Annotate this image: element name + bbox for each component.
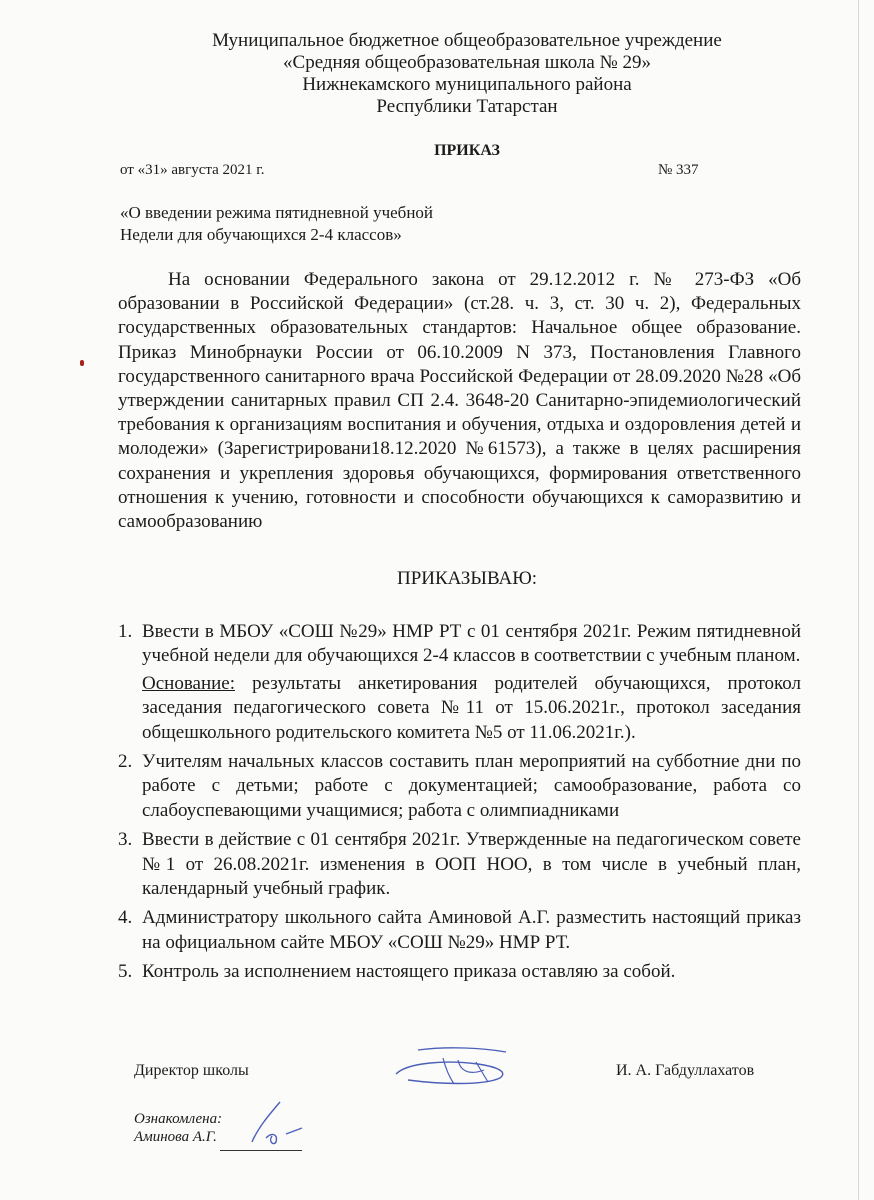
director-label: Директор школы xyxy=(134,1062,249,1079)
item-text: Администратору школьного сайта Аминовой А.Г. разместить настоящий приказ на официальном сайте МБОУ «СОШ №29» НМР РТ. xyxy=(142,907,801,953)
subject-line: Недели для обучающихся 2-4 классов» xyxy=(120,225,402,244)
order-subject xyxy=(120,202,433,246)
school-header xyxy=(0,30,874,118)
ack-name: Аминова А.Г. xyxy=(134,1129,217,1145)
item-number: 2. xyxy=(118,751,133,773)
list-item xyxy=(118,620,801,745)
header-line: Муниципальное бюджетное общеобразовательное учреждение xyxy=(212,30,722,51)
acknowledgement xyxy=(134,1110,222,1146)
header-line: «Средняя общеобразовательная школа № 29» xyxy=(283,52,651,73)
director-signature-graphic xyxy=(388,1040,518,1090)
item-text: Учителям начальных классов составить план мероприятий на субботние дни по работе с детьми; работе с документацией; самообразование, работа со слабоуспевающими учащимися; работа с олимпиадниками xyxy=(142,751,801,821)
item-text: Ввести в МБОУ «СОШ №29» НМР РТ с 01 сентября 2021г. Режим пятидневной учебной недели для обучающихся 2-4 классов в соответствии с учебным планом. xyxy=(142,621,801,667)
order-title: ПРИКАЗ xyxy=(434,142,500,159)
director-name: И. А. Габдуллахатов xyxy=(616,1062,755,1079)
item-number: 5. xyxy=(118,961,133,983)
basis-text: результаты анкетирования родителей обучающихся, протокол заседания педагогического совета №11 от 15.06.2021г., протокол заседания общешкольного родительского комитета №5 от 11.06.2021г.). xyxy=(142,672,801,743)
list-item xyxy=(118,906,801,955)
subject-line: «О введении режима пятидневной учебной xyxy=(120,203,434,222)
red-ink-mark xyxy=(80,360,84,366)
order-date: от «31» августа 2021 г. xyxy=(120,162,265,178)
ack-label: Ознакомлена: xyxy=(134,1111,223,1127)
scan-edge-line xyxy=(858,0,859,1200)
basis-label: Основание: xyxy=(142,672,236,694)
list-item xyxy=(118,828,801,901)
ack-signature-graphic xyxy=(242,1098,312,1148)
list-item xyxy=(118,960,801,984)
order-items-list xyxy=(118,620,801,990)
item-number: 4. xyxy=(118,907,133,929)
item-number: 1. xyxy=(118,621,133,642)
preamble-paragraph: На основании Федерального закона от 29.12.2012 г. № 273-ФЗ «Об образовании в Российской Федерации» (ст.28. ч. 3, ст. 30 ч. 2), Федеральных государственных образовательных стандартов: Начальное общее образование. Приказ Минобрнауки России от 06.10.2009 N 373, Постановления Главного государственного санитарного врача Российской Федерации от 28.09.2020 №28 «Об утверждении санитарных правил СП 2.4. 3648-20 Санитарно-эпидемиологический требования к организациям воспитания и обучения, отдыха и оздоровления детей и молодежи» (Зарегистрировани18.12.2020 №61573), а также в целях расширения сохранения и укрепления здоровья обучающихся, формирования ответственного отношения к учению, готовности и способности обучающихся к саморазвитию и самообразованию xyxy=(118,269,801,533)
item-number: 3. xyxy=(118,829,133,851)
list-item xyxy=(118,750,801,823)
order-command: ПРИКАЗЫВАЮ: xyxy=(396,568,538,589)
header-line: Нижнекамского муниципального района xyxy=(302,74,632,95)
item-text: Ввести в действие с 01 сентября 2021г. Утвержденные на педагогическом совете №1 от 26.08.2021г. изменения в ООП НОО, в том числе в учебный план, календарный учебный график. xyxy=(142,829,801,900)
item-text: Контроль за исполнением настоящего приказа оставляю за собой. xyxy=(142,961,676,983)
order-number: № 337 xyxy=(658,162,699,178)
basis-note xyxy=(142,672,801,745)
ack-signature-line xyxy=(220,1150,302,1151)
header-line: Республики Татарстан xyxy=(376,96,558,117)
